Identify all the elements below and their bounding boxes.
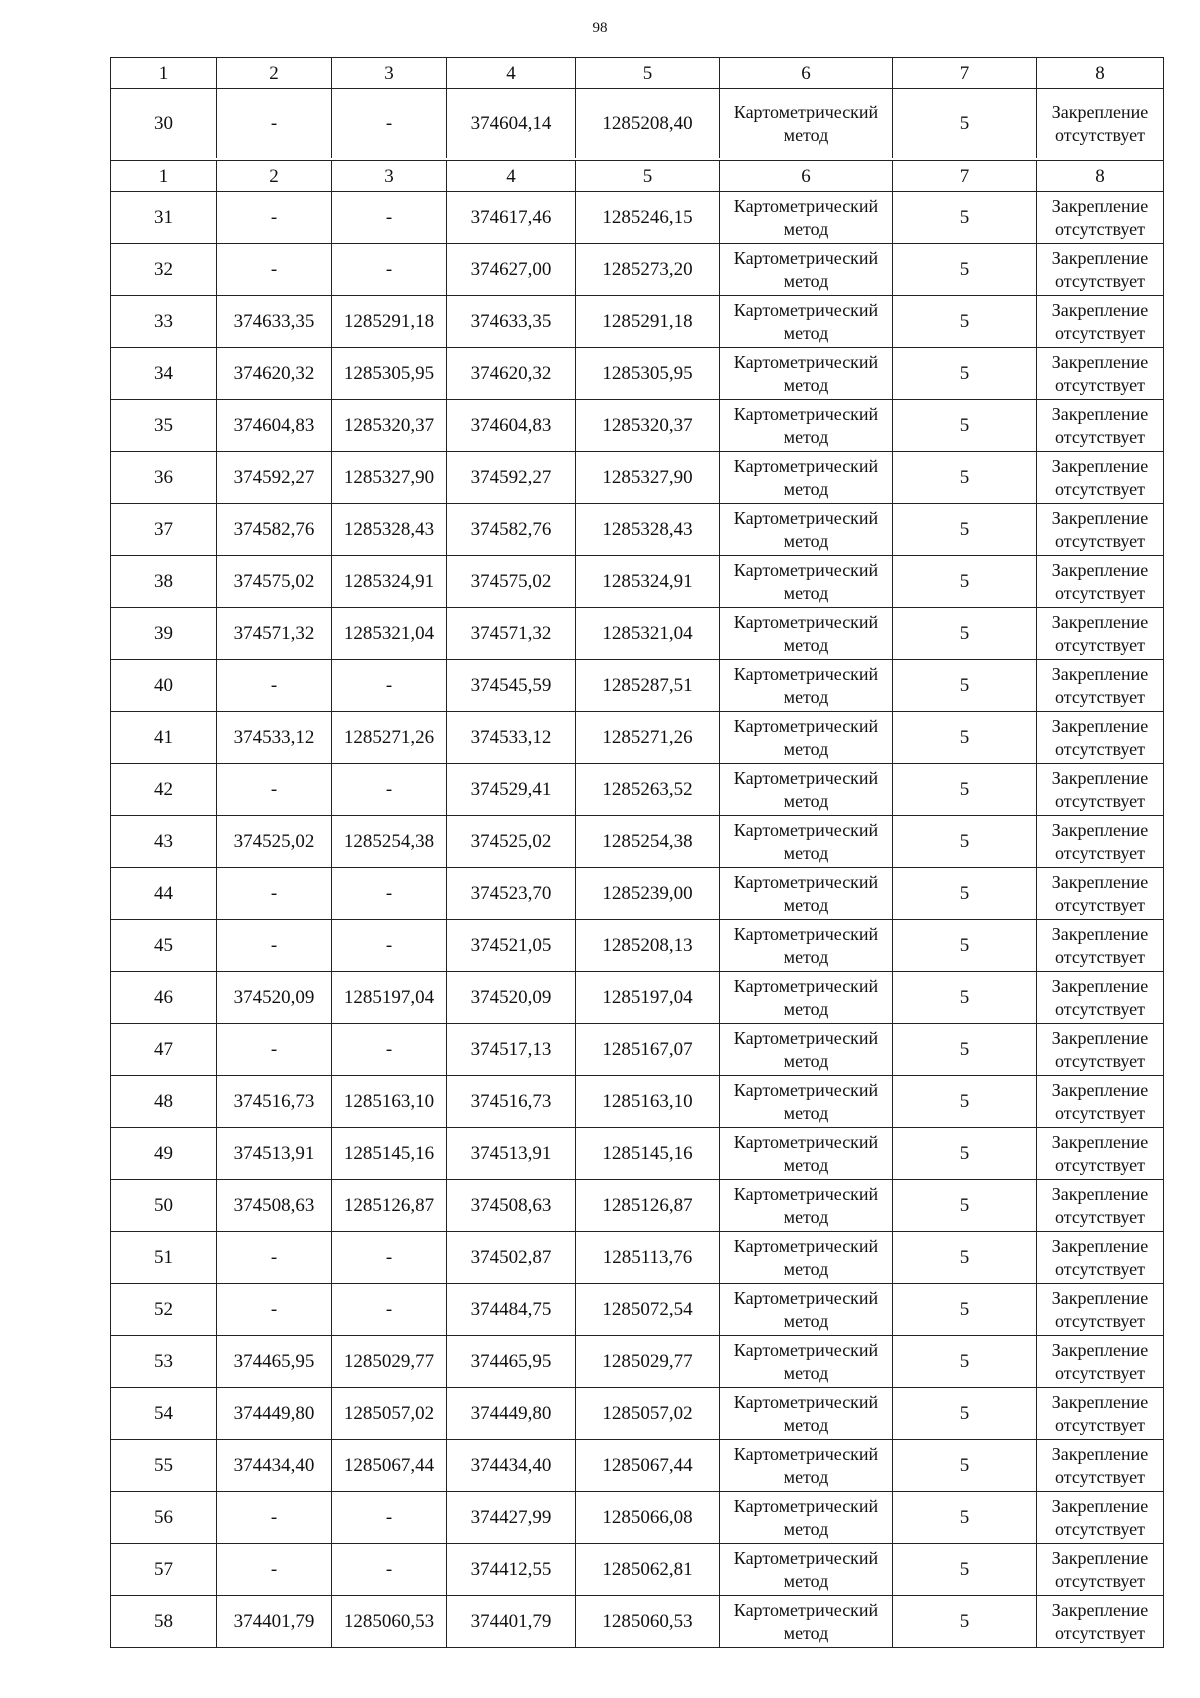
table-row	[111, 1439, 1163, 1491]
table-row	[111, 919, 1163, 971]
cell-accuracy: 5	[893, 296, 1037, 347]
cell-point-number: 40	[111, 660, 217, 711]
header-cell-2: 2	[217, 58, 332, 88]
cell-point-number: 32	[111, 244, 217, 295]
cell-accuracy: 5	[893, 348, 1037, 399]
cell-method: Картометрический метод	[720, 972, 893, 1023]
table-row	[111, 1179, 1163, 1231]
cell-new-y: 1285066,08	[576, 1492, 720, 1543]
cell-new-y: 1285113,76	[576, 1232, 720, 1283]
cell-old-x: -	[217, 1492, 332, 1543]
cell-old-y: 1285328,43	[332, 504, 447, 555]
cell-accuracy: 5	[893, 1492, 1037, 1543]
cell-new-x: 374427,99	[447, 1492, 576, 1543]
cell-old-x: 374449,80	[217, 1388, 332, 1439]
cell-method: Картометрический метод	[720, 1544, 893, 1595]
cell-old-y: 1285163,10	[332, 1076, 447, 1127]
table-row	[111, 1335, 1163, 1387]
cell-accuracy: 5	[893, 1180, 1037, 1231]
cell-new-y: 1285197,04	[576, 972, 720, 1023]
cell-method: Картометрический метод	[720, 1388, 893, 1439]
cell-method: Картометрический метод	[720, 764, 893, 815]
table-row	[111, 971, 1163, 1023]
table-row	[111, 1491, 1163, 1543]
cell-point-number: 41	[111, 712, 217, 763]
table-row	[111, 1283, 1163, 1335]
cell-accuracy: 5	[893, 1128, 1037, 1179]
cell-fixation: Закрепление отсутствует	[1051, 1339, 1149, 1383]
cell-old-x: 374525,02	[217, 816, 332, 867]
cell-new-x: 374533,12	[447, 712, 576, 763]
cell-method: Картометрический метод	[720, 1024, 893, 1075]
cell-old-y: -	[332, 660, 447, 711]
cell-old-x: -	[217, 764, 332, 815]
cell-fixation: Закрепление отсутствует	[1051, 767, 1149, 811]
cell-accuracy: 5	[893, 1544, 1037, 1595]
cell-fixation: Закрепление отсутствует	[1051, 1235, 1149, 1279]
cell-accuracy: 5	[893, 400, 1037, 451]
cell-fixation: Закрепление отсутствует	[1051, 611, 1149, 655]
cell-old-x: 374582,76	[217, 504, 332, 555]
table-row	[111, 243, 1163, 295]
cell-accuracy: 5	[893, 244, 1037, 295]
cell-point-number: 48	[111, 1076, 217, 1127]
cell-method: Картометрический метод	[720, 348, 893, 399]
cell-method: Картометрический метод	[720, 660, 893, 711]
cell-old-y: -	[332, 868, 447, 919]
cell-point-number: 44	[111, 868, 217, 919]
cell-new-y: 1285062,81	[576, 1544, 720, 1595]
cell-method: Картометрический метод	[720, 1076, 893, 1127]
cell-old-y: -	[332, 1024, 447, 1075]
header-cell-1: 1	[111, 161, 217, 191]
table-row	[111, 503, 1163, 555]
cell-method: Картометрический метод	[720, 556, 893, 607]
header-cell-8: 8	[1095, 62, 1105, 84]
cell-old-y: -	[332, 1544, 447, 1595]
cell-accuracy: 5	[893, 1284, 1037, 1335]
cell-fixation: Закрепление отсутствует	[1051, 247, 1149, 291]
cell-point-number: 30	[111, 89, 217, 158]
cell-old-y: 1285060,53	[332, 1596, 447, 1647]
cell-old-x: 374604,83	[217, 400, 332, 451]
cell-new-x: 374571,32	[447, 608, 576, 659]
cell-old-y: -	[332, 89, 447, 158]
cell-accuracy: 5	[893, 608, 1037, 659]
cell-method: Картометрический метод	[720, 244, 893, 295]
cell-old-y: 1285305,95	[332, 348, 447, 399]
cell-old-x: -	[217, 89, 332, 158]
cell-accuracy: 5	[893, 556, 1037, 607]
cell-fixation: Закрепление отсутствует	[1051, 1443, 1149, 1487]
cell-point-number: 52	[111, 1284, 217, 1335]
cell-new-x: 374575,02	[447, 556, 576, 607]
cell-point-number: 38	[111, 556, 217, 607]
table-row	[111, 191, 1163, 243]
cell-fixation: Закрепление отсутствует	[1051, 1599, 1149, 1643]
cell-new-y: 1285029,77	[576, 1336, 720, 1387]
cell-point-number: 54	[111, 1388, 217, 1439]
cell-old-y: 1285029,77	[332, 1336, 447, 1387]
coordinates-table	[110, 57, 1164, 1648]
cell-point-number: 56	[111, 1492, 217, 1543]
cell-old-x: 374592,27	[217, 452, 332, 503]
header-cell-3: 3	[332, 58, 447, 88]
cell-new-x: 374401,79	[447, 1596, 576, 1647]
cell-accuracy: 5	[893, 868, 1037, 919]
cell-new-y: 1285167,07	[576, 1024, 720, 1075]
cell-method: Картометрический метод	[720, 712, 893, 763]
cell-accuracy: 5	[893, 1024, 1037, 1075]
cell-accuracy: 5	[893, 504, 1037, 555]
table-row	[111, 711, 1163, 763]
cell-fixation: Закрепление отсутствует	[1051, 351, 1149, 395]
cell-fixation: Закрепление отсутствует	[1051, 1183, 1149, 1227]
cell-new-y: 1285305,95	[576, 348, 720, 399]
cell-old-y: -	[332, 1284, 447, 1335]
cell-old-x: -	[217, 1284, 332, 1335]
cell-fixation: Закрепление отсутствует	[1051, 1287, 1149, 1331]
header-cell-3: 3	[332, 161, 447, 191]
cell-old-x: 374633,35	[217, 296, 332, 347]
header-cell-5: 5	[576, 161, 720, 191]
cell-accuracy: 5	[893, 712, 1037, 763]
cell-old-y: -	[332, 764, 447, 815]
table-row	[111, 555, 1163, 607]
cell-new-x: 374525,02	[447, 816, 576, 867]
table-row	[111, 1231, 1163, 1283]
cell-accuracy: 5	[893, 920, 1037, 971]
table-row	[111, 815, 1163, 867]
cell-new-y: 1285291,18	[576, 296, 720, 347]
cell-new-x: 374627,00	[447, 244, 576, 295]
cell-new-x: 374484,75	[447, 1284, 576, 1335]
cell-fixation: Закрепление отсутствует	[1051, 1547, 1149, 1591]
cell-old-y: 1285067,44	[332, 1440, 447, 1491]
cell-old-y: -	[332, 1232, 447, 1283]
cell-old-x: -	[217, 660, 332, 711]
cell-method: Картометрический метод	[720, 1128, 893, 1179]
cell-new-y: 1285320,37	[576, 400, 720, 451]
header-cell-6: 6	[720, 58, 893, 88]
cell-new-x: 374582,76	[447, 504, 576, 555]
page-number: 98	[592, 20, 608, 36]
cell-new-x: 374523,70	[447, 868, 576, 919]
cell-method: Картометрический метод	[720, 608, 893, 659]
table-row	[111, 1075, 1163, 1127]
cell-new-y: 1285271,26	[576, 712, 720, 763]
cell-point-number: 53	[111, 1336, 217, 1387]
header-cell-6: 6	[720, 161, 893, 191]
cell-new-y: 1285163,10	[576, 1076, 720, 1127]
cell-old-x: 374575,02	[217, 556, 332, 607]
cell-new-x: 374449,80	[447, 1388, 576, 1439]
cell-point-number: 50	[111, 1180, 217, 1231]
cell-method: Картометрический метод	[720, 89, 893, 158]
cell-point-number: 46	[111, 972, 217, 1023]
cell-old-x: 374513,91	[217, 1128, 332, 1179]
table-row	[111, 659, 1163, 711]
header-cell-8: 8	[1095, 165, 1105, 187]
cell-fixation: Закрепление отсутствует	[1051, 195, 1149, 239]
cell-point-number: 33	[111, 296, 217, 347]
header-cell-1: 1	[111, 58, 217, 88]
cell-old-x: -	[217, 920, 332, 971]
cell-fixation: Закрепление отсутствует	[1051, 101, 1149, 145]
table-row	[111, 451, 1163, 503]
cell-old-x: 374516,73	[217, 1076, 332, 1127]
cell-old-y: 1285145,16	[332, 1128, 447, 1179]
cell-point-number: 47	[111, 1024, 217, 1075]
cell-method: Картометрический метод	[720, 400, 893, 451]
cell-fixation: Закрепление отсутствует	[1051, 819, 1149, 863]
cell-point-number: 45	[111, 920, 217, 971]
cell-accuracy: 5	[893, 1388, 1037, 1439]
cell-accuracy: 5	[893, 89, 1037, 158]
cell-new-y: 1285246,15	[576, 192, 720, 243]
cell-new-x: 374633,35	[447, 296, 576, 347]
table-row	[111, 1543, 1163, 1595]
cell-new-y: 1285208,40	[576, 89, 720, 158]
cell-method: Картометрический метод	[720, 920, 893, 971]
column-number-header-repeat	[111, 160, 1163, 191]
cell-point-number: 37	[111, 504, 217, 555]
cell-new-y: 1285126,87	[576, 1180, 720, 1231]
cell-accuracy: 5	[893, 660, 1037, 711]
cell-old-y: -	[332, 1492, 447, 1543]
cell-accuracy: 5	[893, 764, 1037, 815]
cell-old-x: -	[217, 1232, 332, 1283]
table-row	[111, 347, 1163, 399]
cell-new-y: 1285060,53	[576, 1596, 720, 1647]
cell-old-x: 374508,63	[217, 1180, 332, 1231]
cell-old-x: 374520,09	[217, 972, 332, 1023]
cell-new-x: 374412,55	[447, 1544, 576, 1595]
cell-fixation: Закрепление отсутствует	[1051, 715, 1149, 759]
cell-old-x: -	[217, 244, 332, 295]
table-row	[111, 867, 1163, 919]
cell-accuracy: 5	[893, 972, 1037, 1023]
cell-old-x: -	[217, 192, 332, 243]
cell-old-y: 1285057,02	[332, 1388, 447, 1439]
cell-new-x: 374529,41	[447, 764, 576, 815]
cell-new-x: 374434,40	[447, 1440, 576, 1491]
cell-old-y: 1285126,87	[332, 1180, 447, 1231]
cell-fixation: Закрепление отсутствует	[1051, 559, 1149, 603]
cell-old-x: 374620,32	[217, 348, 332, 399]
cell-new-y: 1285254,38	[576, 816, 720, 867]
header-cell-5: 5	[576, 58, 720, 88]
cell-new-y: 1285273,20	[576, 244, 720, 295]
cell-method: Картометрический метод	[720, 1596, 893, 1647]
cell-new-x: 374516,73	[447, 1076, 576, 1127]
cell-new-x: 374502,87	[447, 1232, 576, 1283]
cell-accuracy: 5	[893, 1076, 1037, 1127]
table-row	[111, 1023, 1163, 1075]
cell-accuracy: 5	[893, 1596, 1037, 1647]
cell-new-y: 1285057,02	[576, 1388, 720, 1439]
cell-old-x: -	[217, 868, 332, 919]
cell-point-number: 49	[111, 1128, 217, 1179]
cell-old-x: -	[217, 1544, 332, 1595]
table-row	[111, 1595, 1163, 1647]
cell-method: Картометрический метод	[720, 816, 893, 867]
cell-fixation: Закрепление отсутствует	[1051, 1495, 1149, 1539]
cell-old-x: 374571,32	[217, 608, 332, 659]
cell-point-number: 58	[111, 1596, 217, 1647]
cell-new-x: 374617,46	[447, 192, 576, 243]
cell-accuracy: 5	[893, 1232, 1037, 1283]
cell-old-y: 1285324,91	[332, 556, 447, 607]
cell-point-number: 51	[111, 1232, 217, 1283]
cell-method: Картометрический метод	[720, 868, 893, 919]
cell-new-x: 374521,05	[447, 920, 576, 971]
cell-fixation: Закрепление отсутствует	[1051, 299, 1149, 343]
table-row	[111, 1387, 1163, 1439]
cell-new-x: 374508,63	[447, 1180, 576, 1231]
cell-new-x: 374545,59	[447, 660, 576, 711]
cell-old-y: -	[332, 244, 447, 295]
cell-accuracy: 5	[893, 192, 1037, 243]
cell-fixation: Закрепление отсутствует	[1051, 975, 1149, 1019]
cell-accuracy: 5	[893, 816, 1037, 867]
cell-new-x: 374604,83	[447, 400, 576, 451]
cell-method: Картометрический метод	[720, 1336, 893, 1387]
table-row	[111, 607, 1163, 659]
cell-old-x: 374533,12	[217, 712, 332, 763]
table-row	[111, 295, 1163, 347]
cell-old-x: 374465,95	[217, 1336, 332, 1387]
cell-old-y: 1285197,04	[332, 972, 447, 1023]
cell-method: Картометрический метод	[720, 1284, 893, 1335]
cell-point-number: 43	[111, 816, 217, 867]
cell-method: Картометрический метод	[720, 296, 893, 347]
cell-new-y: 1285287,51	[576, 660, 720, 711]
cell-point-number: 57	[111, 1544, 217, 1595]
cell-old-y: 1285291,18	[332, 296, 447, 347]
cell-point-number: 31	[111, 192, 217, 243]
header-cell-7: 7	[893, 161, 1037, 191]
cell-new-x: 374517,13	[447, 1024, 576, 1075]
cell-method: Картометрический метод	[720, 1232, 893, 1283]
cell-fixation: Закрепление отсутствует	[1051, 455, 1149, 499]
cell-old-y: 1285327,90	[332, 452, 447, 503]
cell-new-x: 374592,27	[447, 452, 576, 503]
cell-new-y: 1285145,16	[576, 1128, 720, 1179]
column-number-header	[111, 57, 1163, 88]
table-row	[111, 763, 1163, 815]
cell-new-x: 374520,09	[447, 972, 576, 1023]
cell-new-y: 1285208,13	[576, 920, 720, 971]
cell-old-y: -	[332, 192, 447, 243]
table-row	[111, 88, 1163, 158]
cell-method: Картометрический метод	[720, 1180, 893, 1231]
cell-accuracy: 5	[893, 452, 1037, 503]
cell-new-y: 1285328,43	[576, 504, 720, 555]
cell-method: Картометрический метод	[720, 504, 893, 555]
cell-old-y: 1285271,26	[332, 712, 447, 763]
cell-point-number: 36	[111, 452, 217, 503]
cell-old-y: -	[332, 920, 447, 971]
cell-old-x: 374401,79	[217, 1596, 332, 1647]
cell-new-x: 374604,14	[447, 89, 576, 158]
cell-point-number: 39	[111, 608, 217, 659]
cell-method: Картометрический метод	[720, 192, 893, 243]
cell-point-number: 42	[111, 764, 217, 815]
cell-new-x: 374513,91	[447, 1128, 576, 1179]
cell-old-x: 374434,40	[217, 1440, 332, 1491]
header-cell-7: 7	[893, 58, 1037, 88]
cell-new-y: 1285324,91	[576, 556, 720, 607]
cell-new-y: 1285072,54	[576, 1284, 720, 1335]
header-cell-4: 4	[447, 161, 576, 191]
cell-new-y: 1285263,52	[576, 764, 720, 815]
cell-new-x: 374465,95	[447, 1336, 576, 1387]
cell-point-number: 34	[111, 348, 217, 399]
cell-new-y: 1285239,00	[576, 868, 720, 919]
header-cell-2: 2	[217, 161, 332, 191]
cell-fixation: Закрепление отсутствует	[1051, 1079, 1149, 1123]
cell-fixation: Закрепление отсутствует	[1051, 507, 1149, 551]
table-row	[111, 399, 1163, 451]
cell-method: Картометрический метод	[720, 1440, 893, 1491]
cell-fixation: Закрепление отсутствует	[1051, 871, 1149, 915]
cell-new-x: 374620,32	[447, 348, 576, 399]
cell-old-y: 1285321,04	[332, 608, 447, 659]
cell-fixation: Закрепление отсутствует	[1051, 923, 1149, 967]
cell-old-y: 1285320,37	[332, 400, 447, 451]
table-row	[111, 1127, 1163, 1179]
cell-method: Картометрический метод	[720, 1492, 893, 1543]
header-cell-4: 4	[447, 58, 576, 88]
cell-accuracy: 5	[893, 1440, 1037, 1491]
cell-accuracy: 5	[893, 1336, 1037, 1387]
cell-old-x: -	[217, 1024, 332, 1075]
cell-fixation: Закрепление отсутствует	[1051, 403, 1149, 447]
cell-fixation: Закрепление отсутствует	[1051, 1131, 1149, 1175]
cell-old-y: 1285254,38	[332, 816, 447, 867]
cell-point-number: 55	[111, 1440, 217, 1491]
cell-new-y: 1285067,44	[576, 1440, 720, 1491]
cell-fixation: Закрепление отсутствует	[1051, 1027, 1149, 1071]
cell-fixation: Закрепление отсутствует	[1051, 1391, 1149, 1435]
cell-point-number: 35	[111, 400, 217, 451]
cell-method: Картометрический метод	[720, 452, 893, 503]
cell-fixation: Закрепление отсутствует	[1051, 663, 1149, 707]
cell-new-y: 1285321,04	[576, 608, 720, 659]
cell-new-y: 1285327,90	[576, 452, 720, 503]
